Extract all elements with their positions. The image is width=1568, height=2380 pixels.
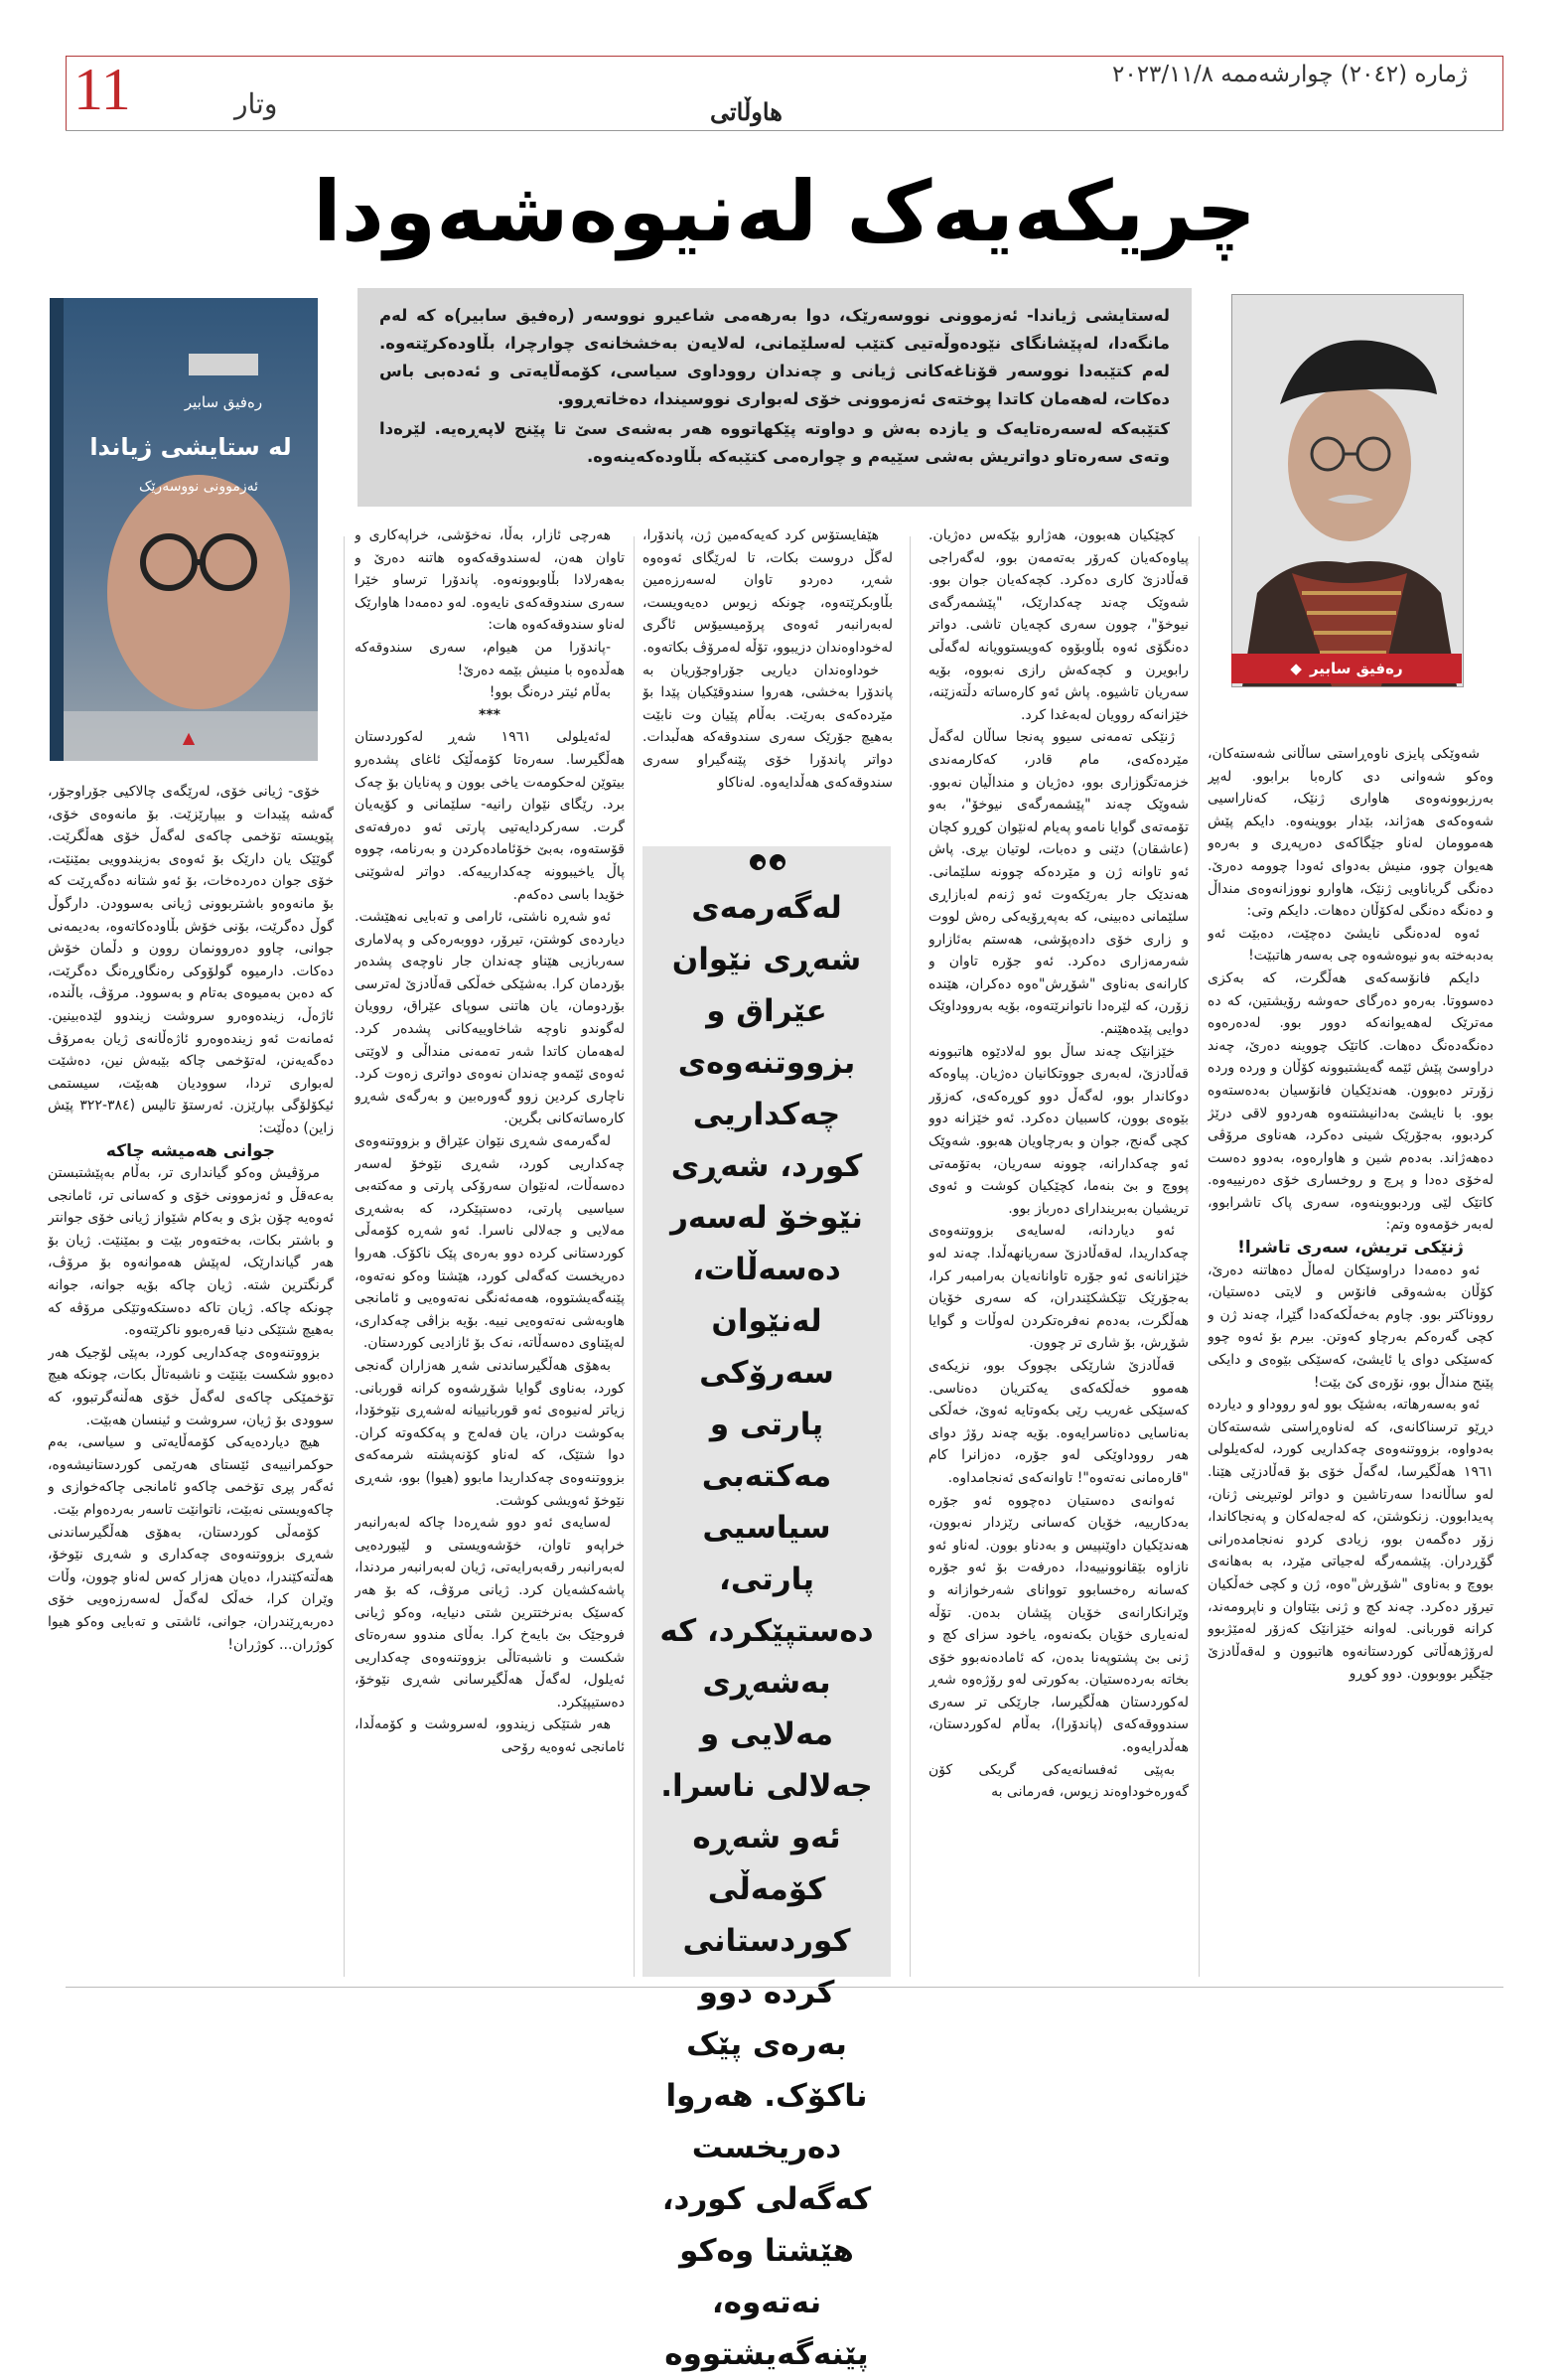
paragraph: خوداوەندان دیاریی جۆراوجۆریان بە پاندۆرا بەخشی، هەروا سندوقێکیان پێدا بۆ مێردەکەی بەرێت. بەڵام پێیان وت نابێت بەهیچ جۆرێک سەری سندوقەکە هەڵبدات. دواتر پاندۆرا خۆی پێنەگیراو سەری سندوقەکەی هەڵدایەوە. لەناکاو — [642, 662, 893, 791]
photo-caption-text: رەفیق سابیر — [1309, 660, 1403, 677]
paragraph: ئەو شەڕە ناشتی، ئارامی و تەبایی نەهێشت. دیاردەی کوشتن، تیرۆر، دووبەرەکی و پەلاماری سەربازیی هێناو چەندان جار ناوچەی پشدەر بۆردمان کرا. بەشێکی خەڵکی قەڵادزێ لەترسی بۆردومان، یان هاتنی سوپای عێراق، روویان لەگوندو ناوچە شاخاوییەکانی پشدەر کرد. لەهەمان کاتدا شەر تەمەنی منداڵی و لاوێتی ئەوەی ئێمەو چەندان نەوەی دواتری زەوت کرد. ناچاری کردین زوو گەورەبین و بەرگەی شەڕو کارەساتەکانی بگرین. — [355, 909, 625, 1127]
article-column-3 — [642, 524, 893, 838]
column-divider — [344, 536, 345, 1977]
column-divider — [910, 536, 911, 1977]
section-label: وتار — [234, 87, 278, 120]
paragraph: مرۆڤیش وەکو گیانداری تر، بەڵام بەپێشتبستن بەعەقڵ و ئەزموونی خۆی و کەسانی تر، ئامانجی ئەوەیە چۆن بژی و بەکام شێواز ژیانی خۆی جوانتر و باشتر بکات، بەختەوەر بێت و بمێنێت. ژیان بۆ هەر گیاندارێک، لەپێش هەموانەوە بۆ مرۆڤ، گرنگترین شتە. ژیان چاکە بۆیە جوانە، جوانە چونکە چاکە. ژیان تاکە دەستکەوتێکی مرۆڤە کە بەهیچ شتێکی دنیا قەرەبوو ناکرێتەوە. — [48, 1165, 334, 1339]
book-title: لە ستایشی ژیاندا — [89, 433, 292, 461]
article-column-2 — [928, 524, 1189, 1985]
article-column-4 — [355, 524, 625, 1985]
paragraph: ئەو دیاردانە، لەسایەی بزووتنەوەی چەکداریدا، لەقەڵادزێ سەریانهەڵدا. چەند لەو خێزانانەی ئەو جۆرە تاوانانەیان بەرامبەر کرا، بەجۆرێک تێکشکێندران، کە سەری خۆیان هەڵگرت، بەدەم نەفرەتکردن لەوڵات و گوایا شۆڕش، بۆ شاری تر چوون. — [928, 1223, 1189, 1352]
column-divider — [634, 536, 635, 1977]
paragraph: کچێکیان هەبوون، هەژارو بێکەس دەژیان. پیاوەکەیان کەرۆر بەتەمەن بوو، لەگەراجی قەڵادزێ کاری دەکرد. کچەکەیان جوان بوو. شەوێک چەند چەکدارێک، "پێشمەرگەی نیوخۆ"، چوون سەری کچەیان تاشی. دواتر دەنگۆی ئەوە بڵاوبۆوە کەویستوویانە لەگەڵی رابویرن و کچەکەش رازی نەبووە، بۆیە سەریان تاشیوە. پاش ئەو کارەساتە دڵتەزێنە، خێزانەکە روویان لەبەغدا کرد. — [928, 527, 1189, 723]
paragraph: دایکم فانۆسەکەی هەڵگرت، کە بەکزی دەسووتا. بەرەو دەرگای حەوشە رۆیشتین، کە دە مەترێک لەهەیوانەکە دوور بوو. لەدەرەوە دەنگەدەنگ دەهات. کاتێک چووینە دەرێ، چەند دراوسێ پێش ئێمە گەیشتبوونە کۆڵان و وردە وردە زۆرتر دەبوون. هەندێکیان فانۆسیان بەدەستەوە بوو. با نایشێ بەدانیشتنەوە هەردوو لاقی درێژ کردبوو، بەجۆرێک شینی دەکرد، هەناوی مرۆڤی دەهەژاند. بەدەم شین و هاوارەوە، بەدوو دەست لەخۆی دەدا و پرچ و روخساری خۆی دەرنییەوە. کاتێک لێی وردبووینەوە، سەری پاک تاشرابوو، لەبەر خۆمەوە وتم: — [1208, 969, 1494, 1234]
paragraph: ئەوانەی دەستیان دەچووە ئەو جۆرە بەدکارییە، خۆیان کەسانی رێزدار نەبوون، هەندێکیان داوێنپیس و بەدناو بوون. لەناو ئەو نازاوە بێقانوونییەدا، دەرفەت بۆ ئەو جۆرە کەسانە رەخسابوو تووانای شەرخوازانە و وێرانکارانەی خۆیان پێشان بدەن. تۆڵە لەنەیاری خۆیان بکەنەوە، یاخود سزای کچ و ژنی بێ پشتوپەنا بدەن، کە ئامادەنەبوو خۆی بخاتە بەردەستیان. بەکورتی لەو رۆژەوە شەڕ لەکوردستان هەڵگیرسا، جارێکی تر سەری سندووقەکەی (پاندۆرا)، بەڵام لەکوردستان، هەڵدرایەوە. — [928, 1492, 1189, 1756]
quote-icon — [748, 852, 787, 872]
paragraph: هیچ دیاردەیەکی کۆمەڵایەتی و سیاسی، بەم حوکمرانییەی ئێستای هەرێمی کوردستانیشەوە، ئەگەر پڕی تۆخمی چاکەو ئامانجی چاکەخوازی و چاکەویستی نەبێت، ناتوانێت تاسەر بەردەوام بێت. — [48, 1434, 334, 1518]
intro-text: لەستایشی ژیاندا- ئەزموونی نووسەرێک، دوا بەرهەمی شاعیرو نووسەر (رەفیق سابیر)ە کە لەم مانگەدا، لەپێشانگای نێودەوڵەتیی کتێب لەسلێمانی، لەلایەن بەخشخانەی چوارچرا، بڵاودەکرێتەوە. لەم کتێبەدا نووسەر قۆناغەکانی ژیانی و چەندان رووداوی سیاسی، کۆمەڵایەتی و ئەدەبی باس دەکات، لەهەمان کاتدا پوختەی ئەزموونی خۆی لەبواری نووسیندا، دەخاتەڕوو. — [379, 306, 1170, 408]
paragraph: ئەوە لەدەنگی نایشێ دەچێت، دەبێت ئەو بەدبەختە بەو نیوەشەوە چی بەسەر هاتبێت! — [1208, 925, 1494, 965]
paragraph: لەگەرمەی شەڕی نێوان عێراق و بزووتنەوەی چەکداریی کورد، شەڕی نێوخۆ لەسەر دەسەڵات، لەنێوان سەرۆکی پارتی و مەکتەبی سیاسیی پارتی، دەستپێکرد، کە بەشەڕی مەلایی و جەلالی ناسرا. ئەو شەڕە کۆمەڵی کوردستانی کردە دوو بەرەی پێک ناکۆک. هەروا دەریخست کەگەلی کورد، هێشتا وەکو نەتەوە، پێنەگەیشتووە، هەمەئەنگی نەتەوەیی و ئامانجی هاوبەشی نەتەوەیی نییە. بۆیە بزاڤی چەکداری، لەپێناوی دەسەڵاتە، نەک بۆ ئازادیی کوردستان. — [355, 1133, 625, 1352]
paragraph: بەهۆی هەڵگیرساندنی شەڕ هەزاران گەنجی کورد، بەناوی گوایا شۆڕشەوە کرانە قوربانی. زیاتر لەنیوەی ئەو قوربانییانە لەشەڕی نێوخۆدا، بەکوشت دران، یان فەلەج و پەککەوتە کران. دوا شتێک، کە لەناو کۆنەپشتە شرمەکەی بزووتنەوەی چەکداریدا مابوو (هیوا) بوو، شەڕی نێوخۆ ئەویشی کوشت. — [355, 1357, 625, 1509]
paragraph: کۆمەڵی کوردستان، بەهۆی هەڵگیرساندنی شەڕی بزووتنەوەی چەکداری و شەڕی نێوخۆ، هەڵتەکێندرا، دەیان هەزار کەس لەناو چوون، وڵات وێران کرا، خەڵک لەگەڵ لەسەرزەویی خۆی دەربەڕێندران، جوانی، ئاشتی و تەبایی وەکو هیوا کوژران... کوژران! — [48, 1524, 334, 1653]
article-column-1 — [1208, 743, 1494, 1985]
paragraph: لەسایەی ئەو دوو شەڕەدا چاکە لەبەرانبەر خراپەو تاوان، خۆشەویستی و لێبوردەیی لەبەرانبەر رقەبەرایەتی، ژیان لەبەرانبەر مردندا، پاشەکشەیان کرد. ژیانی مرۆڤ، کە بۆ هەر کەسێک بەنرختترین شتی دنیایە، وەکو ژیانی فروجێک بێ بایەخ کرا. بەڵای مندوو سەرەتای شکست و ناشبەتاڵی بزووتنەوەی چەکداریی ئەیلول، لەگەڵ هەڵگیرسانی شەڕی نێوخۆ، دەستیپێکرد. — [355, 1515, 625, 1711]
photo-caption — [1231, 654, 1462, 683]
paragraph: -پاندۆرا من هیوام، سەری سندوقەکە هەڵدەوە با منیش بێمە دەرێ! — [355, 639, 625, 678]
paragraph: ئەو بەسەرهاتە، بەشێک بوو لەو رووداو و دیاردە دڕێو ترسناکانەی، کە لەناوەڕاستی شەستەکان بەدواوە، بزووتنەوەی چەکداریی کورد، لەکەیلولی ١٩٦١ هەڵگیرسا، لەگەڵ خۆی بۆ قەڵادزێی هێنا. لەو ساڵانەدا سەرتاشین و دواتر لوتبڕینی ژنان، پەیدابوون. زنکوشتن، کە لەجەلەکان و پەنجاکاندا، زۆر دەگمەن بوو، زیادی کردو نەنجامدەرانی گۆڕدران. پێشمەرگە لەجیاتی مێرد، بە بەهانەی بووچ و بەناوی "شۆڕش"ەوە، ژن و کچی خەڵکیان تیرۆر دەکرد. چەند کچ و ژنی بێتاوان و ناپرومەند، کرانە قوربانی. لەوانە خێزانێک کەزۆر لەمێژبوو لەرۆژهەڵاتی کوردستانەوە هاتبوون و لەقەڵادزێ جێگیر بووبوون. دوو کوڕو — [1208, 1397, 1494, 1683]
subheading: ژنێکی تریش، سەری تاشرا! — [1237, 1238, 1464, 1259]
publication-logo: هاوڵاتی — [710, 97, 783, 126]
pull-quote — [642, 846, 891, 2372]
column-divider — [1199, 536, 1200, 1977]
svg-text:▲: ▲ — [182, 728, 196, 747]
header-rule — [66, 130, 1503, 131]
paragraph: ئەو دەمەدا دراوسێکان لەماڵ دەهاتنە دەرێ، کۆڵان بەشەوقی فانۆس و لایتی دەستیان، رووناکتر بوو. چاوم بەخەڵکەکەدا گێڕا، چەند ژن و کچی گەرەکم بەرچاو کەوتن. بیرم بۆ ئەوە چوو کەسێکی دوای یا ئایشێ، کەسێکی بێوەی و دایکی پێنج منداڵ بوو، نۆرەی کێ بێت! — [1208, 1262, 1494, 1391]
book-author: رەفیق سابیر — [184, 393, 263, 411]
paragraph: شەوێکی پایزی ناوەڕاستی ساڵانی شەستەکان، وەکو شەوانی دی کارەبا برابوو. لەپڕ بەرزبوونەوەی هاواری ژنێک، کەناراسیی شەوەکەی هەژاند، بێدار بووینەوە. دایکم پێش هەموومان لەناو جێگاکەی دەرپەڕی و بەرەو هەیوان چوو، منیش بەدوای ئەودا چوومە دەرێ. دەنگی گریاناویی ژنێک، هاوارو نووزانەوەی منداڵ و دەنگە دەنگی لەکۆڵان دەهات. دایکم وتی: — [1208, 746, 1494, 920]
footer-rule — [66, 1987, 1503, 1988]
headline: چریکەیەک لەنیوەشەودا — [312, 163, 1257, 260]
paragraph: لەئەیلولی ١٩٦١ شەڕ لەکوردستان هەڵگیرسا. سەرەتا کۆمەڵێک ئاغای پشدەرو بیتوێن لەحکومەت یاخی بوون و پەنایان بۆ چەک برد. رێگای نێوان رانیە- سلێمانی و کۆیەیان گرت. سەرکردایەتیی پارتی ئەو دەرفەتەی قۆستەوە، بەبێ خۆئامادەکردن و بەرنامە، چووە پاڵ یاخیبوونە چەکدارییەکە. دواتر لەشوێنی خۆیدا باسی دەکەم. — [355, 729, 625, 903]
diamond-icon: ◆ — [1290, 660, 1302, 677]
book-cover — [40, 294, 326, 767]
paragraph: هەرچی ئازار، بەڵا، نەخۆشی، خراپەکاری و تاوان هەن، لەسندوقەکەوە هاتنە دەرێ و بەهەرلادا بڵاوبوونەوە. پاندۆرا ترساو خێرا سەری سندوقەکەی نایەوە. لەو دەمەدا هاوارێک لەناو سندوقەکەوە هات: — [355, 527, 625, 634]
paragraph: هەر شتێکی زیندوو، لەسروشت و کۆمەڵدا، ئامانجی ئەوەیە رۆحی — [355, 1716, 625, 1756]
subheading: جوانی هەمیشە چاکە — [105, 1140, 276, 1161]
pull-quote-text: لەگەرمەی شەڕی نێوان عێراق و بزووتنەوەی چەکداریی کورد، شەڕی نێوخۆ لەسەر دەسەڵات، لەنێوان سەرۆکی پارتی و مەکتەبی سیاسیی پارتی، دەستپێکرد، کە بەشەڕی مەلایی و جەلالی ناسرا. ئەو شەڕە کۆمەڵی کوردستانی کردە دوو بەرەی پێک ناکۆک. هەروا دەریخست کەگەلی کورد، هێشتا وەکو نەتەوە، پێنەگەیشتووە — [659, 890, 874, 2372]
paragraph: بەپێی ئەفسانەیەکی گریکی کۆن گەورەخوداوەند زیوس، فەرمانی بە — [928, 1761, 1189, 1801]
intro-box — [357, 288, 1192, 507]
paragraph: بزووتنەوەی چەکداریی کورد، بەپێی لۆجیک هەر دەبوو شکست بێنێت و ناشبەتاڵ بکات، چونکە هیچ تۆخمێکی چاکەی لەگەڵ خۆی هەڵنەگرتبوو، کە سوودی بۆ ژیان، سروشت و ئینسان هەبێت. — [48, 1344, 334, 1428]
book-subtitle: ئەزموونی نووسەرێک — [139, 479, 258, 495]
author-photo — [1231, 294, 1464, 687]
paragraph: هێفایستۆس کرد کەیەکەمین ژن، پاندۆرا، لەگڵ دروست بکات، تا لەرێگای ئەوەوە شەڕ، دەردو تاوان لەسەرزەمین بڵاوبکرێتەوە، چونکە زیوس دەیەویست، لەبەرانبەر ئەوەی پرۆمیسیۆس ئاگری لەخوداوەندان دزیبوو، تۆڵە لەمرۆڤ بکاتەوە. — [642, 527, 893, 656]
section-divider: *** — [479, 706, 500, 723]
issue-date: ژمارە (٢٠٤٢) چوارشەممە ٢٠٢٣/١١/٨ — [1112, 62, 1469, 87]
intro-text-2: کتێبەکە لەسەرەتایەک و یازدە بەش و دواوتە پێکهاتووە هەر بەشەی سێ تا پێنج لاپەڕەیە. لێرەدا وتەی سەرەتاو دواتریش بەشی سێیەم و چوارەمی کتێبەکە بڵاودەکەینەوە. — [379, 419, 1170, 466]
article-column-5 — [48, 781, 334, 1985]
paragraph: ژنێکی تەمەنی سیوو پەنجا ساڵان لەگەڵ مێردەکەی، مام قادر، کەکارمەندی خزمەتگوزاری بوو، دەژیان و منداڵیان نەبوو. شەوێک چەند "پێشمەرگەی نیوخۆ"، بەو تۆمەتەی گوایا نامەو پەیام لەنێوان کوڕو کچان (عاشقان) دێنی و دەبات، لوتیان بڕی. پاش ئەو تاوانە ژن و مێردەکە چوونە سلێمانی. هەندێک جار بەرێکەوت ئەو ژنەم لەبازاڕی سلێمانی دەبینی، کە بەپەڕۆیەکی رەش لووت و زاری خۆی دادەپۆشی، هەستم بەئازارو شەرمەزاری دەکرد. ئەو جۆرە تاوان و کارانەی بەناوی "شۆڕش"ەوە دەکران، هێندە زۆرن، کە لێرەدا ناتوانرێتەوە، بۆیە بەرووداوێک دوایی پێدەهێنم. — [928, 729, 1189, 1038]
paragraph: بەڵام ئیتر درەنگ بوو! — [489, 684, 611, 701]
paragraph: خێزانێک چەند ساڵ بوو لەلادێوە هاتبوونە قەڵادزێ، لەبەری جووتکانیان دەژیان. پیاوەکە دوکاندار بوو، لەگەڵ دوو کوڕەکەی، کەزۆر بێوەی بوون، کاسبیان دەکرد. ئەو خێزانە دوو کچی گەنج، جوان و بەرچاویان هەبوو. شەوێک ئەو چەکدارانە، چوونە سەریان، بەتۆمەتی پووچ و بێ بنەما، کچێکیان کوشت و ئەوی تریشیان بەبریندارای دەرباز بوو. — [928, 1043, 1189, 1217]
page-number: 11 — [73, 57, 131, 122]
paragraph: خۆی- ژیانی خۆی، لەرێگەی چالاکیی جۆراوجۆر، گەشە پێبدات و بیپارێزێت. بۆ مانەوەی خۆی، پێویستە تۆخمی چاکەی لەگەڵ خۆی هەڵگرێت. گوێێک یان دارێک بۆ ئەوەی بەزیندوویی بمێنێت، خۆی جوان دەردەخات، بۆ ئەو شتانە دەگەڕێت کە بۆ مانەوەو باشتربوونی ژیانی بەسوودن. دارگوڵ گوڵ دەگرێت، بۆنی خۆش بڵاودەکاتەوە، بەدیمەنی جوانی، چاوو دەروونمان روون و دڵمان خۆش دەکات. دارمیوە گولۆوکی رەنگاوڕەنگ دەگرێت، کە دەبن بەمیوەی بەتام و بەسوود. مرۆڤ، باڵندە، ئاژەڵ، زیندەوەرو سروشت زیندوو لێدەبینین. ئەمانەت ئەو زیندەوەرو ئاژەڵانەی ژیان بەمرۆڤ دەگەیەنن، لەتۆخمی چاکە بێبەش نین، دەشێت لەبواری تردا، سوودیان هەبێت، سیستمی ئیکۆلۆگی بپارێزن. ئەرستۆ تالیس (٣٨٤-٣٢٢ پێش زاین) دەڵێت: — [48, 784, 334, 1136]
paragraph: قەڵادزێ شارێکی بچووک بوو، نزیکەی هەموو خەڵکەکەی یەکتریان دەناسی. کەسێکی غەریب رێی بکەوتایە ئەوێ، خەڵکی بەناسایی دەناسرایەوە. بۆیە چەند رۆژ دوای هەر رووداوێکی لەو جۆرە، دەزانرا کام "قارەمانی نەتەوە"! تاوانەکەی ئەنجامداوە. — [928, 1357, 1189, 1486]
